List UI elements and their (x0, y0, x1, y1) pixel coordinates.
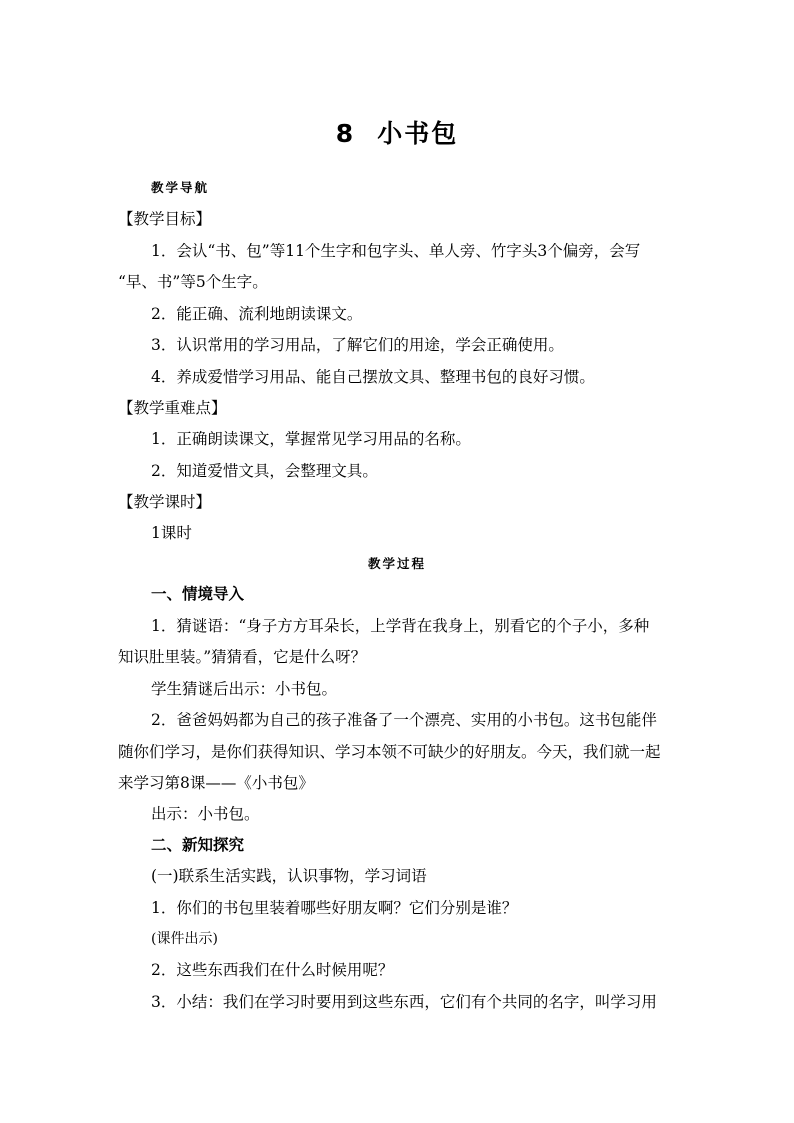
objective-4: 4．养成爱惜学习用品、能自己摆放文具、整理书包的良好习惯。 (151, 368, 595, 386)
lesson-name: 小书包 (377, 119, 459, 148)
key-point-2: 2．知道爱惜文具，会整理文具。 (151, 462, 378, 480)
lesson-number: 8 (335, 119, 356, 148)
section-1-p3-line-1: 2．爸爸妈妈都为自己的孩子准备了一个漂亮、实用的小书包。这书包能伴 (151, 711, 657, 729)
section-2-heading: 二、新知探究 (151, 835, 245, 854)
section-2-sub-1: (一)联系生活实践，认识事物，学习词语 (151, 867, 427, 885)
section-2-q3: 3．小结：我们在学习时要用到这些东西，它们有个共同的名字，叫学习用 (151, 993, 657, 1011)
section-1-p1-line-1: 1．猜谜语：“身子方方耳朵长，上学背在我身上，别看它的个子小，多种 (151, 617, 650, 635)
section-1-p2: 学生猜谜后出示：小书包。 (151, 680, 338, 698)
section-2-note: (课件出示) (151, 931, 218, 947)
objective-3: 3．认识常用的学习用品，了解它们的用途，学会正确使用。 (151, 336, 564, 354)
periods-value: 1课时 (151, 524, 192, 542)
objective-1-line-1: 1．会认“书、包”等11个生字和包字头、单人旁、竹字头3个偏旁，会写 (151, 242, 641, 260)
key-point-1: 1．正确朗读课文，掌握常见学习用品的名称。 (151, 430, 471, 448)
objective-2: 2．能正确、流利地朗读课文。 (151, 305, 363, 323)
objective-1-line-2: “早、书”等5个生字。 (118, 273, 268, 291)
nav-heading: 教学导航 (151, 180, 210, 195)
lesson-title (0, 114, 794, 150)
process-heading: 教学过程 (367, 556, 426, 571)
key-points-heading: 【教学重难点】 (118, 399, 227, 417)
section-2-q2: 2．这些东西我们在什么时候用呢？ (151, 961, 394, 979)
objectives-heading: 【教学目标】 (118, 210, 212, 228)
section-1-heading: 一、情境导入 (151, 584, 245, 603)
periods-heading: 【教学课时】 (118, 493, 212, 511)
section-2-q1: 1．你们的书包里装着哪些好朋友啊？它们分别是谁？ (151, 899, 518, 917)
section-1-p3-line-2: 随你们学习，是你们获得知识、学习本领不可缺少的好朋友。今天，我们就一起 (118, 743, 661, 761)
section-1-p3-line-3: 来学习第8课——《小书包》 (118, 774, 314, 792)
section-1-p1-line-2: 知识肚里装。”猜猜看，它是什么呀？ (118, 648, 367, 666)
section-1-p4: 出示：小书包。 (151, 805, 260, 823)
